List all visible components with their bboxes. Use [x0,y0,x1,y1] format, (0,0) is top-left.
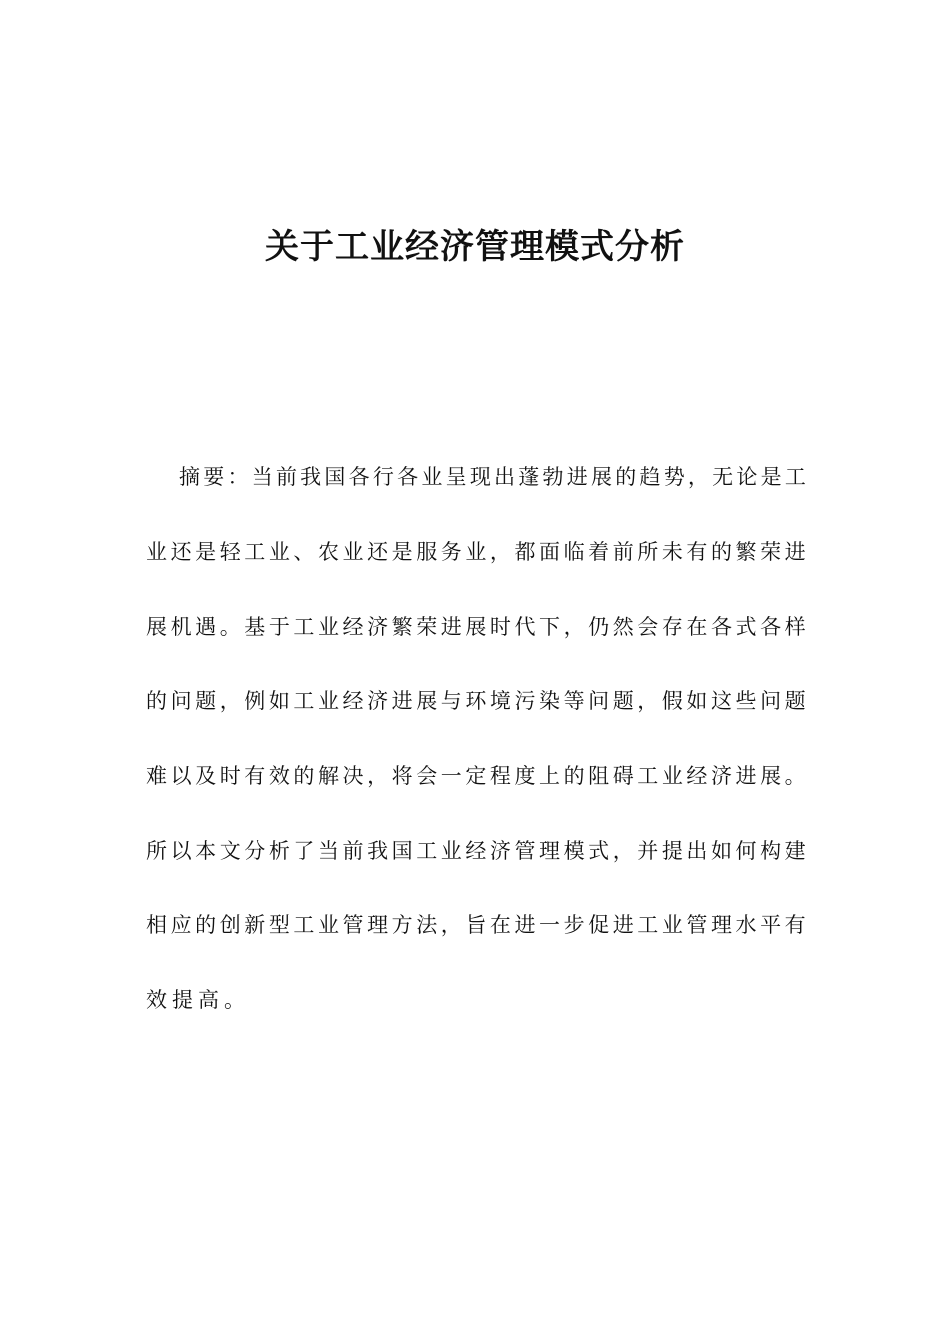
abstract-line: 效提高。 [146,988,250,1012]
abstract-line: 摘 要 ： 当 前 我 国 各 行 各 业 呈 现 出 蓬 勃 进 展 的 趋 势 ， 无 论 是 工 [179,465,806,489]
abstract-line: 业 还 是 轻 工 业 、 农 业 还 是 服 务 业 ， 都 面 临 着 前 所 未 有 的 繁 荣 进 [146,540,806,564]
abstract-line: 所 以 本 文 分 析 了 当 前 我 国 工 业 经 济 管 理 模 式 ， 并 提 出 如 何 构 建 [146,839,806,863]
abstract-line: 展 机 遇 。 基 于 工 业 经 济 繁 荣 进 展 时 代 下 ， 仍 然 会 存 在 各 式 各 样 [146,615,806,639]
document-title: 关于工业经济管理模式分析 [265,227,685,267]
abstract-line: 相 应 的 创 新 型 工 业 管 理 方 法 ， 旨 在 进 一 步 促 进 工 业 管 理 水 平 有 [146,913,806,937]
abstract-line: 的 问 题 ， 例 如 工 业 经 济 进 展 与 环 境 污 染 等 问 题 ， 假 如 这 些 问 题 [146,689,806,713]
abstract-line: 难 以 及 时 有 效 的 解 决 ， 将 会 一 定 程 度 上 的 阻 碍 工 业 经 济 进 展 。 [146,764,806,788]
